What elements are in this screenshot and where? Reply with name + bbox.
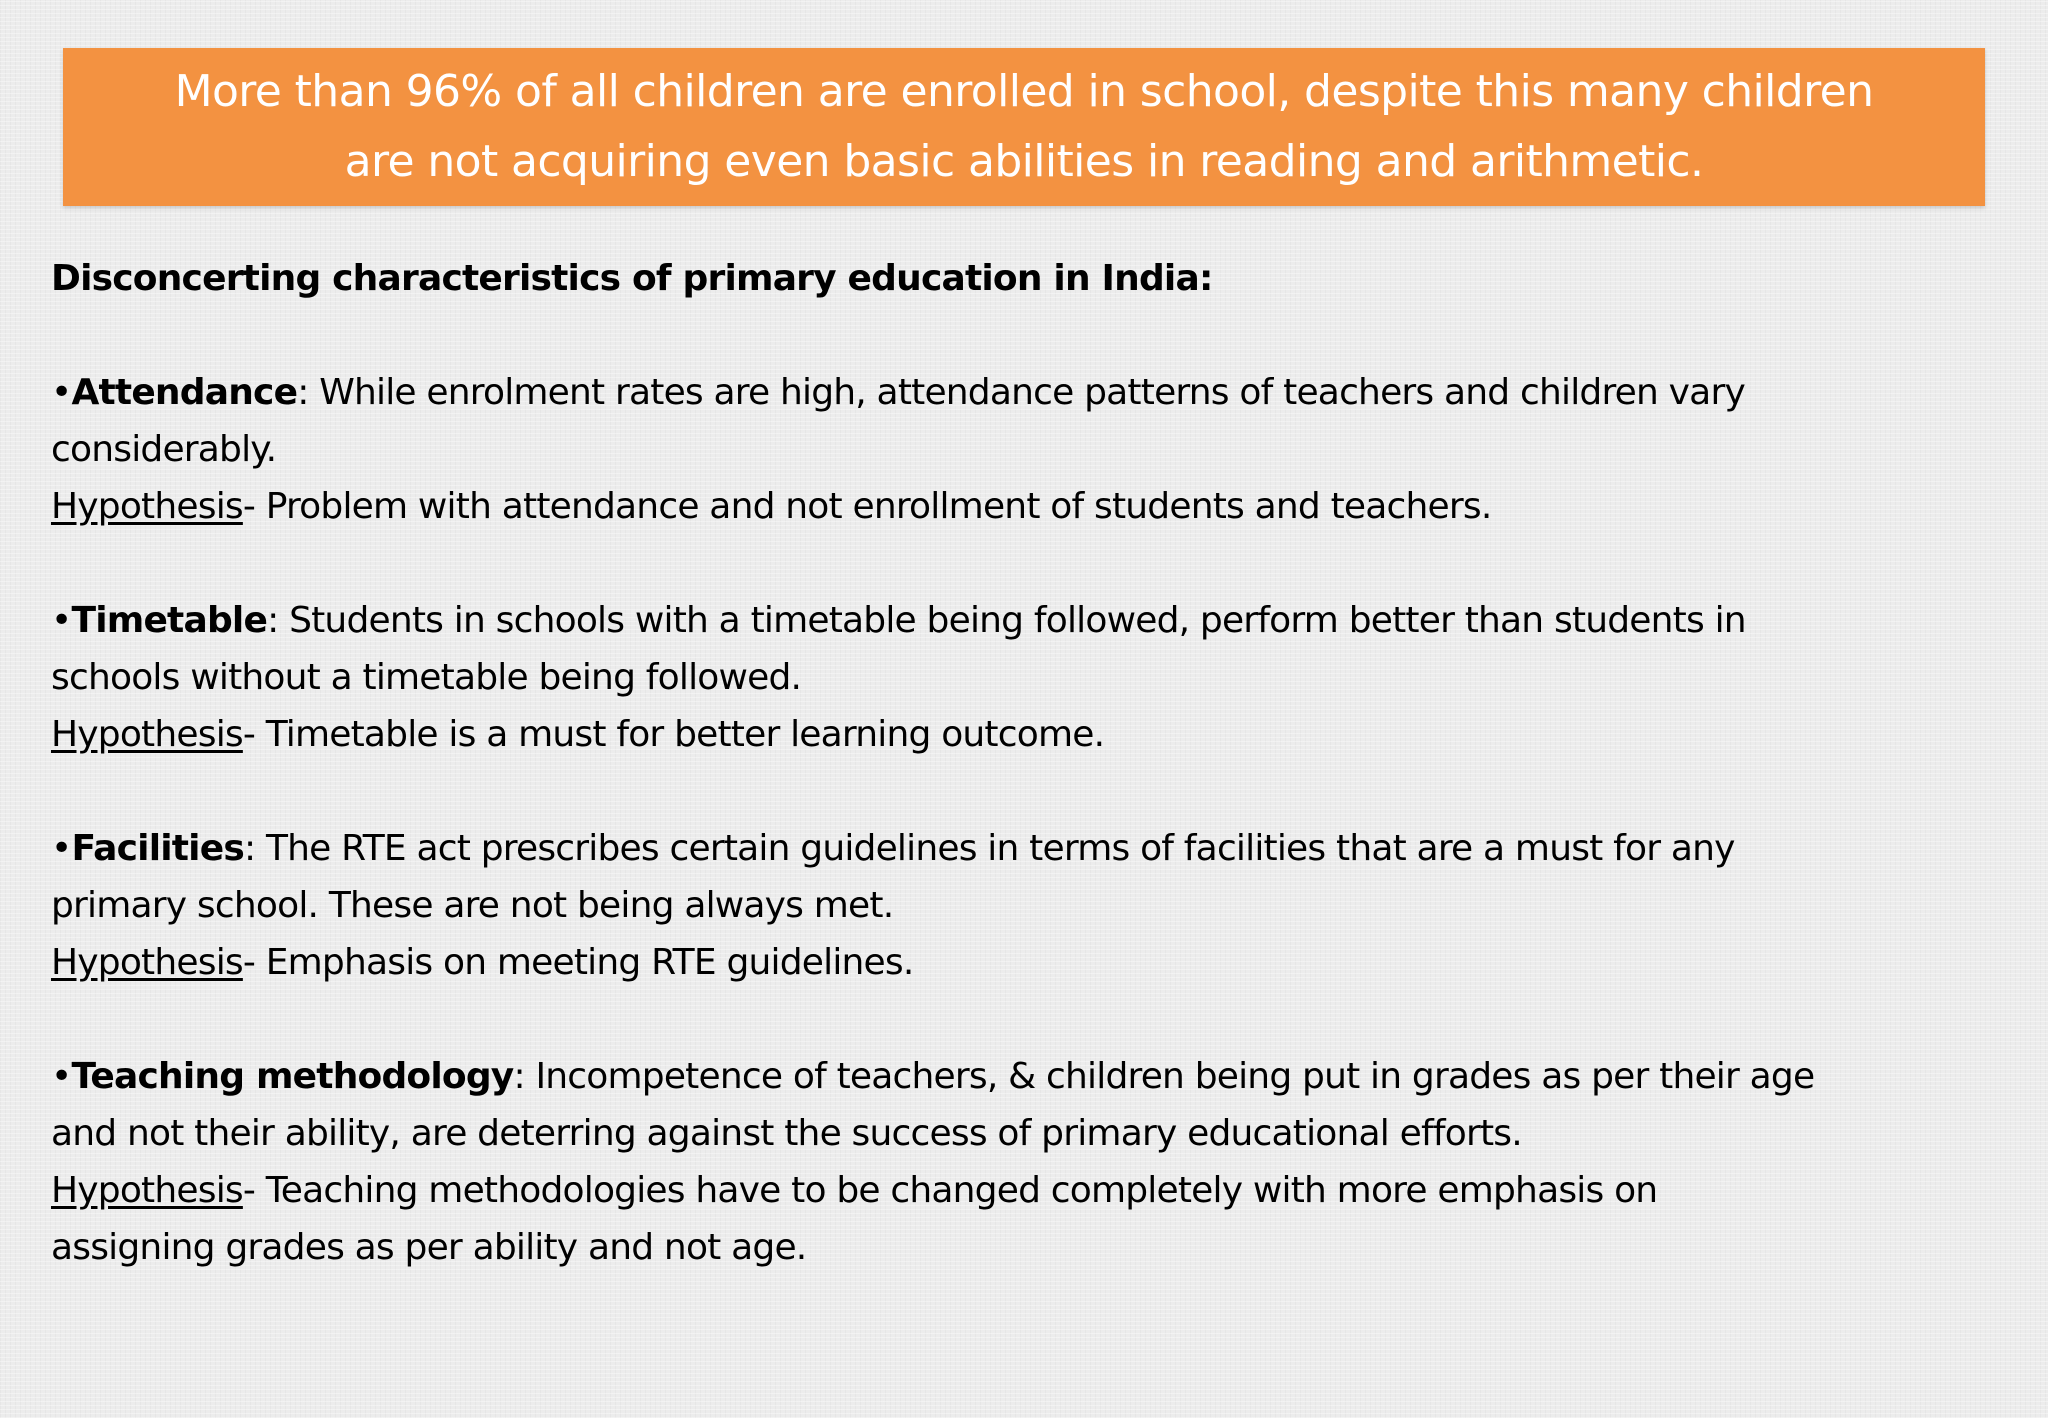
teaching-line-1: [51, 1048, 2001, 1105]
attendance-line-2: considerably.: [51, 429, 277, 470]
facilities-term: Facilities: [71, 828, 244, 869]
timetable-description: : Students in schools with a timetable being followed, perform better than students in: [267, 600, 1746, 641]
teaching-term: Teaching methodology: [71, 1056, 514, 1097]
facilities-line-1: [51, 820, 2001, 877]
headline-line-1: More than 96% of all children are enrolled in school, despite this many children: [174, 66, 1874, 117]
teaching-hypothesis: [51, 1162, 2001, 1219]
teaching-description: : Incompetence of teachers, & children being put in grades as per their age: [513, 1056, 1815, 1097]
headline-line-2: are not acquiring even basic abilities in reading and arithmetic.: [344, 136, 1704, 187]
facilities-hypothesis: [51, 934, 2001, 991]
timetable-term: Timetable: [71, 600, 268, 641]
hypothesis-label: Hypothesis: [51, 1170, 243, 1211]
timetable-section: [51, 592, 2001, 763]
attendance-hypothesis: [51, 478, 2001, 535]
bullet: •: [51, 1056, 72, 1097]
bullet: •: [51, 600, 72, 641]
bullet: •: [51, 372, 72, 413]
attendance-section: [51, 364, 2001, 535]
hypothesis-label: Hypothesis: [51, 486, 243, 527]
attendance-line-1: [51, 364, 2001, 421]
hypothesis-label: Hypothesis: [51, 942, 243, 983]
headline-banner: [63, 48, 1985, 206]
facilities-section: [51, 820, 2001, 991]
facilities-description: : The RTE act prescribes certain guidelines in terms of facilities that are a must for any: [243, 828, 1735, 869]
slide-body: [51, 250, 2001, 1276]
teaching-hypothesis-text: - Teaching methodologies have to be changed completely with more emphasis on: [242, 1170, 1658, 1211]
hypothesis-label: Hypothesis: [51, 714, 243, 755]
timetable-hypothesis-text: - Timetable is a must for better learning outcome.: [242, 714, 1105, 755]
attendance-description: : While enrolment rates are high, attendance patterns of teachers and children vary: [297, 372, 1745, 413]
attendance-hypothesis-text: - Problem with attendance and not enrollment of students and teachers.: [242, 486, 1492, 527]
teaching-hypothesis-line-2: assigning grades as per ability and not age.: [51, 1227, 807, 1268]
facilities-line-2: primary school. These are not being always met.: [51, 885, 894, 926]
timetable-line-1: [51, 592, 2001, 649]
bullet: •: [51, 828, 72, 869]
attendance-term: Attendance: [71, 372, 298, 413]
teaching-methodology-section: [51, 1048, 2001, 1276]
timetable-line-2: schools without a timetable being followed.: [51, 657, 802, 698]
timetable-hypothesis: [51, 706, 2001, 763]
headline-text: [175, 57, 1874, 197]
teaching-line-2: and not their ability, are deterring against the success of primary educational efforts.: [51, 1113, 1522, 1154]
facilities-hypothesis-text: - Emphasis on meeting RTE guidelines.: [242, 942, 914, 983]
section-heading: Disconcerting characteristics of primary education in India:: [51, 258, 1213, 299]
